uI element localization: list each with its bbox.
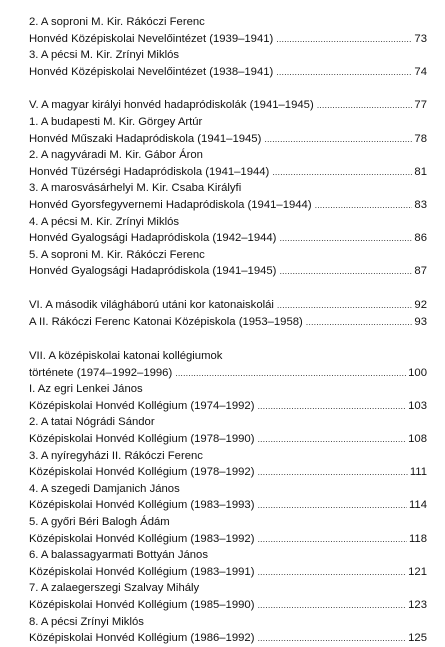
toc-entry xyxy=(29,214,427,231)
toc-entry-page-number: 92 xyxy=(414,298,427,311)
toc-entry xyxy=(29,464,427,481)
toc-entry xyxy=(29,14,427,31)
toc-entry-page-number: 121 xyxy=(408,565,427,578)
toc-entry xyxy=(29,381,427,398)
dot-leader xyxy=(317,97,413,114)
toc-entry-title: Honvéd Tüzérségi Hadapródiskola (1941–1944) xyxy=(29,165,270,178)
toc-entry-title: Honvéd Gyalogsági Hadapródiskola (1942–1944) xyxy=(29,232,277,245)
toc-entry xyxy=(29,547,427,564)
toc-entry-page-number: 103 xyxy=(408,399,427,412)
dot-leader xyxy=(315,197,413,214)
dot-leader xyxy=(257,597,406,614)
toc-entry-title: V. A magyar királyi honvéd hadapródiskolák (1941–1945) xyxy=(29,99,314,112)
toc-entry xyxy=(29,64,427,81)
toc-entry-title: 4. A pécsi M. Kir. Zrínyi Miklós xyxy=(29,215,180,228)
dot-leader xyxy=(277,297,413,314)
toc-entry xyxy=(29,514,427,531)
toc-entry xyxy=(29,497,427,514)
toc-entry-page-number: 77 xyxy=(414,99,427,112)
toc-entry xyxy=(29,131,427,148)
toc-entry-title: 3. A pécsi M. Kir. Zrínyi Miklós xyxy=(29,49,180,62)
toc-entry xyxy=(29,180,427,197)
toc-entry-title: Honvéd Műszaki Hadapródiskola (1941–1945) xyxy=(29,132,262,145)
toc-entry-page-number: 100 xyxy=(408,366,427,379)
dot-leader xyxy=(276,64,412,81)
toc-entry-page-number: 111 xyxy=(409,466,427,479)
toc-entry-title: 4. A szegedi Damjanich János xyxy=(29,482,180,495)
toc-entry-title: 3. A nyíregyházi II. Rákóczi Ferenc xyxy=(29,449,203,462)
toc-entry-title: Középiskolai Honvéd Kollégium (1974–1992) xyxy=(29,399,255,412)
toc-entry-title: VII. A középiskolai katonai kollégiumok xyxy=(29,350,223,363)
toc-entry-title: 5. A győri Béri Balogh Ádám xyxy=(29,516,170,529)
toc-entry xyxy=(29,481,427,498)
toc-entry-title: Középiskolai Honvéd Kollégium (1983–1991) xyxy=(29,565,255,578)
toc-entry-title: Honvéd Gyorsfegyvernemi Hadapródiskola (1941–1944) xyxy=(29,198,312,211)
toc-entry-title: 7. A zalaegerszegi Szalvay Mihály xyxy=(29,582,200,595)
toc-entry-title: 2. A soproni M. Kir. Rákóczi Ferenc xyxy=(29,16,205,28)
dot-leader xyxy=(257,564,406,581)
toc-entry xyxy=(29,597,427,614)
toc-entry xyxy=(29,431,427,448)
toc-entry-page-number: 87 xyxy=(414,265,427,278)
dot-leader xyxy=(175,365,406,382)
toc-entry xyxy=(29,31,427,48)
toc-entry-title: története (1974–1992–1996) xyxy=(29,366,173,379)
toc-entry xyxy=(29,197,427,214)
toc-entry-title: Honvéd Gyalogsági Hadapródiskola (1941–1945) xyxy=(29,265,277,278)
toc-block xyxy=(29,348,427,647)
toc-entry-title: VI. A második világháború utáni kor katonaiskolái xyxy=(29,298,274,311)
toc-entry-title: 3. A marosvásárhelyi M. Kir. Csaba Királyfi xyxy=(29,182,242,195)
toc-entry-title: 2. A nagyváradi M. Kir. Gábor Áron xyxy=(29,149,203,162)
toc-entry xyxy=(29,297,427,314)
dot-leader xyxy=(257,431,406,448)
toc-entry-title: Középiskolai Honvéd Kollégium (1983–1993) xyxy=(29,499,255,512)
toc-entry-title: 5. A soproni M. Kir. Rákóczi Ferenc xyxy=(29,248,205,261)
dot-leader xyxy=(257,630,406,647)
toc-entry xyxy=(29,414,427,431)
toc-entry xyxy=(29,531,427,548)
toc-entry-title: Középiskolai Honvéd Kollégium (1978–1990) xyxy=(29,433,255,446)
toc-entry-title: Honvéd Középiskolai Nevelőintézet (1938–1941) xyxy=(29,65,274,78)
toc-block xyxy=(29,14,427,80)
toc-entry-page-number: 108 xyxy=(408,433,427,446)
dot-leader xyxy=(279,263,412,280)
dot-leader xyxy=(279,230,412,247)
toc-spacer xyxy=(29,330,427,348)
toc-entry xyxy=(29,230,427,247)
toc-entry xyxy=(29,614,427,631)
dot-leader xyxy=(257,398,406,415)
toc-entry xyxy=(29,448,427,465)
dot-leader xyxy=(276,31,412,48)
toc-entry xyxy=(29,630,427,647)
toc-entry-title: Középiskolai Honvéd Kollégium (1978–1992) xyxy=(29,466,255,479)
toc-entry-title: Középiskolai Honvéd Kollégium (1983–1992) xyxy=(29,532,255,545)
dot-leader xyxy=(306,314,413,331)
toc-entry xyxy=(29,47,427,64)
dot-leader xyxy=(272,164,412,181)
toc-entry xyxy=(29,247,427,264)
toc-entry-title: 8. A pécsi Zrínyi Miklós xyxy=(29,615,144,628)
toc-entry-title: 6. A balassagyarmati Bottyán János xyxy=(29,549,208,562)
dot-leader xyxy=(257,531,407,548)
toc-block xyxy=(29,97,427,280)
toc-entry-page-number: 125 xyxy=(408,632,427,645)
toc-entry-page-number: 123 xyxy=(408,599,427,611)
toc-entry-title: Honvéd Középiskolai Nevelőintézet (1939–1941) xyxy=(29,32,274,45)
dot-leader xyxy=(257,464,407,481)
table-of-contents xyxy=(29,14,427,647)
toc-entry-page-number: 93 xyxy=(414,315,427,328)
toc-entry xyxy=(29,564,427,581)
toc-entry xyxy=(29,164,427,181)
toc-entry-page-number: 83 xyxy=(414,198,427,211)
toc-entry xyxy=(29,97,427,114)
toc-entry xyxy=(29,580,427,597)
toc-entry-title: Középiskolai Honvéd Kollégium (1985–1990) xyxy=(29,599,255,611)
toc-entry-title: I. Az egri Lenkei János xyxy=(29,383,143,396)
toc-entry xyxy=(29,348,427,365)
toc-entry-title: Középiskolai Honvéd Kollégium (1986–1992) xyxy=(29,632,255,645)
toc-entry xyxy=(29,263,427,280)
toc-block xyxy=(29,297,427,330)
dot-leader xyxy=(257,497,407,514)
toc-entry-page-number: 74 xyxy=(414,65,427,78)
toc-entry xyxy=(29,314,427,331)
toc-entry xyxy=(29,398,427,415)
toc-entry xyxy=(29,114,427,131)
toc-entry-title: 2. A tatai Nógrádi Sándor xyxy=(29,416,155,429)
toc-spacer xyxy=(29,80,427,97)
dot-leader xyxy=(264,131,412,148)
toc-entry-page-number: 81 xyxy=(414,165,427,178)
toc-entry-page-number: 114 xyxy=(408,499,427,512)
toc-entry xyxy=(29,147,427,164)
toc-entry-page-number: 118 xyxy=(408,532,427,545)
toc-entry-page-number: 86 xyxy=(414,232,427,245)
toc-entry-page-number: 73 xyxy=(414,32,427,45)
toc-entry xyxy=(29,365,427,382)
toc-spacer xyxy=(29,280,427,297)
toc-entry-page-number: 78 xyxy=(414,132,427,145)
toc-entry-title: A II. Rákóczi Ferenc Katonai Középiskola (1953–1958) xyxy=(29,315,303,328)
toc-entry-title: 1. A budapesti M. Kir. Görgey Artúr xyxy=(29,115,203,128)
